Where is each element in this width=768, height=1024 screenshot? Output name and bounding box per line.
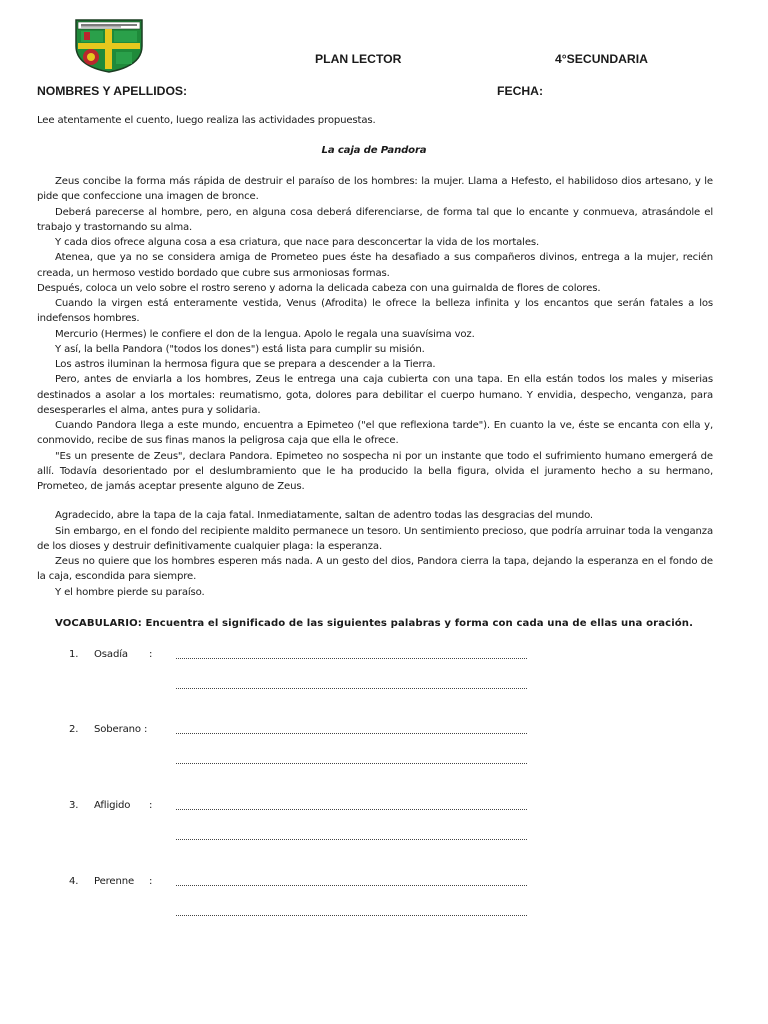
story-paragraph: Mercurio (Hermes) le confiere el don de la lengua. Apolo le regala una suavísima voz.	[55, 328, 475, 340]
vocabulary-heading: VOCABULARIO: Encuentra el significado de las siguientes palabras y forma con cada una de ellas una oración.	[55, 618, 694, 629]
vocab-item-colon: :	[149, 876, 153, 887]
story-body	[37, 174, 713, 600]
instructions-text: Lee atentamente el cuento, luego realiza las actividades propuestas.	[37, 115, 376, 126]
story-paragraph: Cuando Pandora llega a este mundo, encuentra a Epimeteo ("el que reflexiona tarde"). En cuanto la ve, éste se encanta con ella y, conmovido, recibe de sus finas manos la peligrosa caja que ella le ofrece.	[37, 420, 713, 447]
vocab-item-number: 3.	[69, 800, 79, 811]
answer-line-sentence[interactable]	[176, 839, 527, 840]
story-paragraph: Después, coloca un velo sobre el rostro sereno y adorna la delicada cabeza con una guirnalda de flores de colores.	[37, 282, 601, 294]
story-paragraph: Cuando la virgen está enteramente vestida, Venus (Afrodita) le ofrece la belleza infinita y los encantos que serán fatales a los indefensos hombres.	[37, 298, 713, 325]
story-paragraph: Atenea, que ya no se considera amiga de Prometeo pues éste ha desafiado a sus compañeros divinos, entrega a la mujer, recién creada, un hermoso vestido bordado que cubre sus armoniosas formas.	[37, 252, 713, 279]
story-paragraph: Pero, antes de enviarla a los hombres, Zeus le entrega una caja cubierta con una tapa. En ella están todos los males y miserias destinados a asolar a los mortales: reumatismo, gota, dolores para debilitar el cuerpo humano. Y envidia, despecho, venganza, para desesperarles el alma, antes pura y solidaria.	[37, 374, 713, 416]
vocab-item	[0, 649, 768, 709]
answer-line-sentence[interactable]	[176, 763, 527, 764]
vocab-item-word: Soberano :	[94, 724, 148, 735]
story-paragraph: Y cada dios ofrece alguna cosa a esa criatura, que nace para desconcertar la vida de los mortales.	[55, 237, 540, 248]
vocab-item-number: 2.	[69, 724, 79, 735]
story-paragraph: Y así, la bella Pandora ("todos los dones") está lista para cumplir su misión.	[55, 343, 425, 355]
answer-line-sentence[interactable]	[176, 915, 527, 916]
vocab-item-number: 4.	[69, 876, 79, 887]
plan-lector-title: PLAN LECTOR	[315, 52, 402, 66]
story-paragraph: Zeus no quiere que los hombres esperen más nada. A un gesto del dios, Pandora cierra la tapa, dejando la esperanza en el fondo de la caja, escondida para siempre.	[37, 556, 713, 583]
story-paragraph: Agradecido, abre la tapa de la caja fatal. Inmediatamente, saltan de adentro todas las desgracias del mundo.	[55, 510, 593, 522]
answer-line-sentence[interactable]	[176, 688, 527, 689]
answer-line-meaning[interactable]	[176, 885, 527, 886]
answer-line-meaning[interactable]	[176, 733, 527, 734]
vocab-item-word: Osadía	[94, 649, 128, 660]
story-paragraph: Zeus concibe la forma más rápida de destruir el paraíso de los hombres: la mujer. Llama a Hefesto, el habilidoso dios artesano, y le pide que confeccione una imagen de bronce.	[37, 176, 713, 203]
names-label: NOMBRES Y APELLIDOS:	[37, 84, 188, 98]
vocab-item	[0, 876, 768, 936]
vocab-item	[0, 800, 768, 860]
answer-line-meaning[interactable]	[176, 658, 527, 659]
answer-line-meaning[interactable]	[176, 809, 527, 810]
story-paragraph: Sin embargo, en el fondo del recipiente maldito permanece un tesoro. Un sentimiento precioso, que podría arruinar toda la venganza de los dioses y destruir definitivamente cualquier plaga: la esperanza.	[37, 525, 713, 552]
vocab-item-number: 1.	[69, 649, 79, 660]
vocab-item-colon: :	[149, 649, 153, 660]
grade-label: 4°SECUNDARIA	[555, 52, 648, 66]
vocab-item	[0, 724, 768, 784]
story-paragraph: "Es un presente de Zeus", declara Pandora. Epimeteo no sospecha ni por un instante que todo el sufrimiento humano emergerá de allí. Todavía desorientado por el deslumbramiento que le ha producido la bella figura, olvida el juramento hecho a su hermano, Prometeo, de jamás aceptar presente alguno de Zeus.	[37, 450, 713, 492]
vocab-item-word: Afligido	[94, 800, 131, 811]
story-paragraph: Los astros iluminan la hermosa figura que se prepara a descender a la Tierra.	[55, 359, 436, 370]
school-crest-logo	[72, 16, 146, 74]
story-paragraph: Deberá parecerse al hombre, pero, en alguna cosa deberá diferenciarse, de forma tal que lo encante y conmueva, atrasándole el trabajo y trastornando su alma.	[37, 206, 713, 233]
vocab-item-colon: :	[149, 800, 153, 811]
story-paragraph: Y el hombre pierde su paraíso.	[55, 586, 205, 598]
story-title: La caja de Pandora	[321, 145, 427, 156]
vocab-item-word: Perenne	[94, 876, 135, 887]
date-label: FECHA:	[497, 84, 544, 98]
